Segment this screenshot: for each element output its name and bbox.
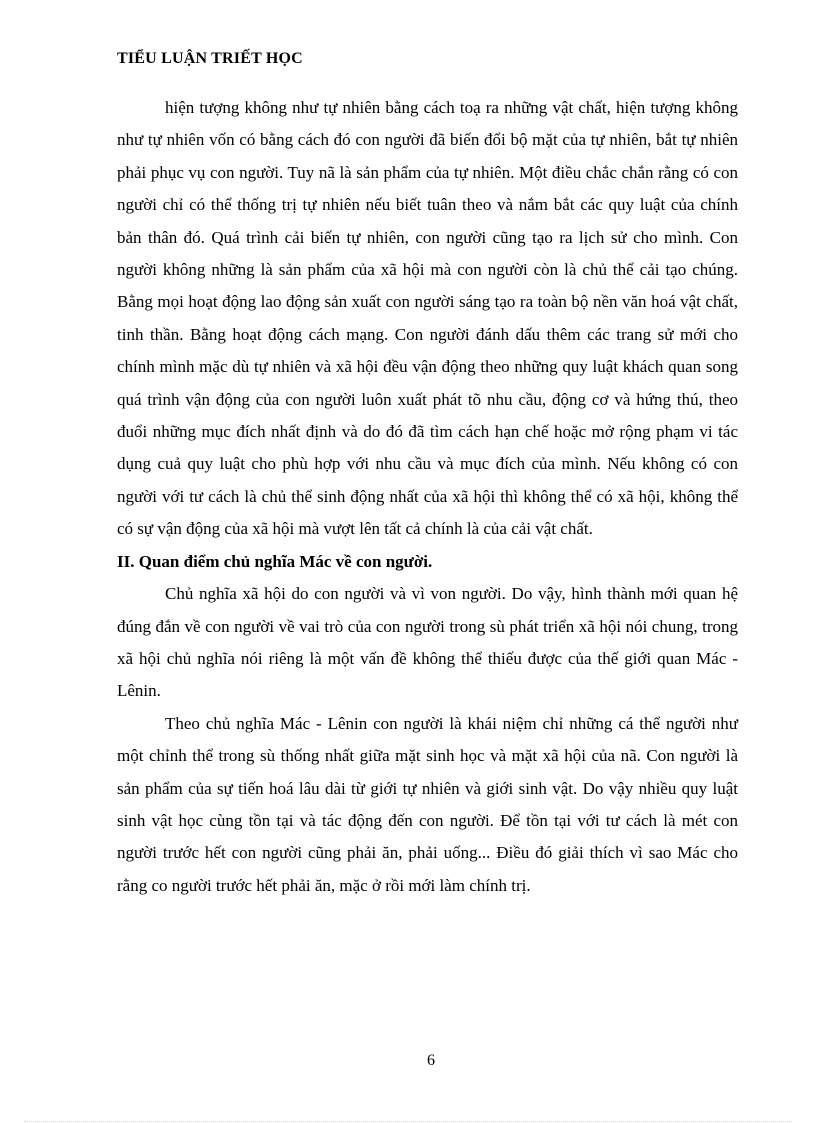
running-header: TIỂU LUẬN TRIẾT HỌC xyxy=(117,50,303,67)
paragraph-continuation: hiện tượng không như tự nhiên bằng cách toạ ra những vật chất, hiện tượng không như tự nhiên vốn có bằng cách đó con người đã biến đổi bộ mặt của tự nhiên, bắt tự nhiên phải phục vụ con người. Tuy nã là sản phẩm của tự nhiên. Một điều chắc chắn rằng có con người chỉ có thể thống trị tự nhiên nếu biết tuân theo và nắm bắt các quy luật của chính bản thân đó. Quá trình cải biến tự nhiên, con người cũng tạo ra lịch sử cho mình. Con người không những là sản phẩm của xã hội mà con người còn là chủ thể cải tạo chúng. Bằng mọi hoạt động lao động sản xuất con người sáng tạo ra toàn bộ nền văn hoá vật chất, tinh thần. Bằng hoạt động cách mạng. Con người đánh dấu thêm các trang sử mới cho chính mình mặc dù tự nhiên và xã hội đều vận động theo những quy luật khách quan song quá trình vận động của con người luôn xuất phát tõ nhu cầu, động cơ và hứng thú, theo đuổi những mục đích nhất định và do đó đã tìm cách hạn chế hoặc mở rộng phạm vi tác dụng cuả quy luật cho phù hợp với nhu cầu và mục đích của mình. Nếu không có con người với tư cách là chủ thể sinh động nhất của xã hội thì không thể có xã hội, không thể có sự vận động của xã hội mà vượt lên tất cả chính là của cải vật chất. xyxy=(117,98,738,539)
body-text xyxy=(117,92,738,902)
page-bottom-divider xyxy=(24,1121,792,1122)
paragraph-definition: Theo chủ nghĩa Mác - Lênin con người là khái niệm chỉ những cá thể người như một chỉnh thể trong sù thống nhất giữa mặt sinh học và mặt xã hội của nã. Con người là sản phẩm của sự tiến hoá lâu dài từ giới tự nhiên và giới sinh vật. Do vậy nhiều quy luật sinh vật học cùng tồn tại và tác động đến con người. Để tồn tại với tư cách là mét con người trước hết con người cũng phải ăn, phải uống... Điều đó giải thích vì sao Mác cho rằng co người trước hết phải ăn, mặc ở rồi mới làm chính trị. xyxy=(117,713,738,895)
section-heading: II. Quan điểm chủ nghĩa Mác về con người. xyxy=(117,551,433,571)
page-number: 6 xyxy=(427,1052,435,1069)
paragraph-intro: Chủ nghĩa xã hội do con người và vì von người. Do vậy, hình thành mới quan hệ đúng đắn về con người về vai trò của con người trong sù phát triển xã hội nói chung, trong xã hội chủ nghĩa nói riêng là một vấn đề không thể thiếu được của thế giới quan Mác - Lênin. xyxy=(117,584,738,701)
